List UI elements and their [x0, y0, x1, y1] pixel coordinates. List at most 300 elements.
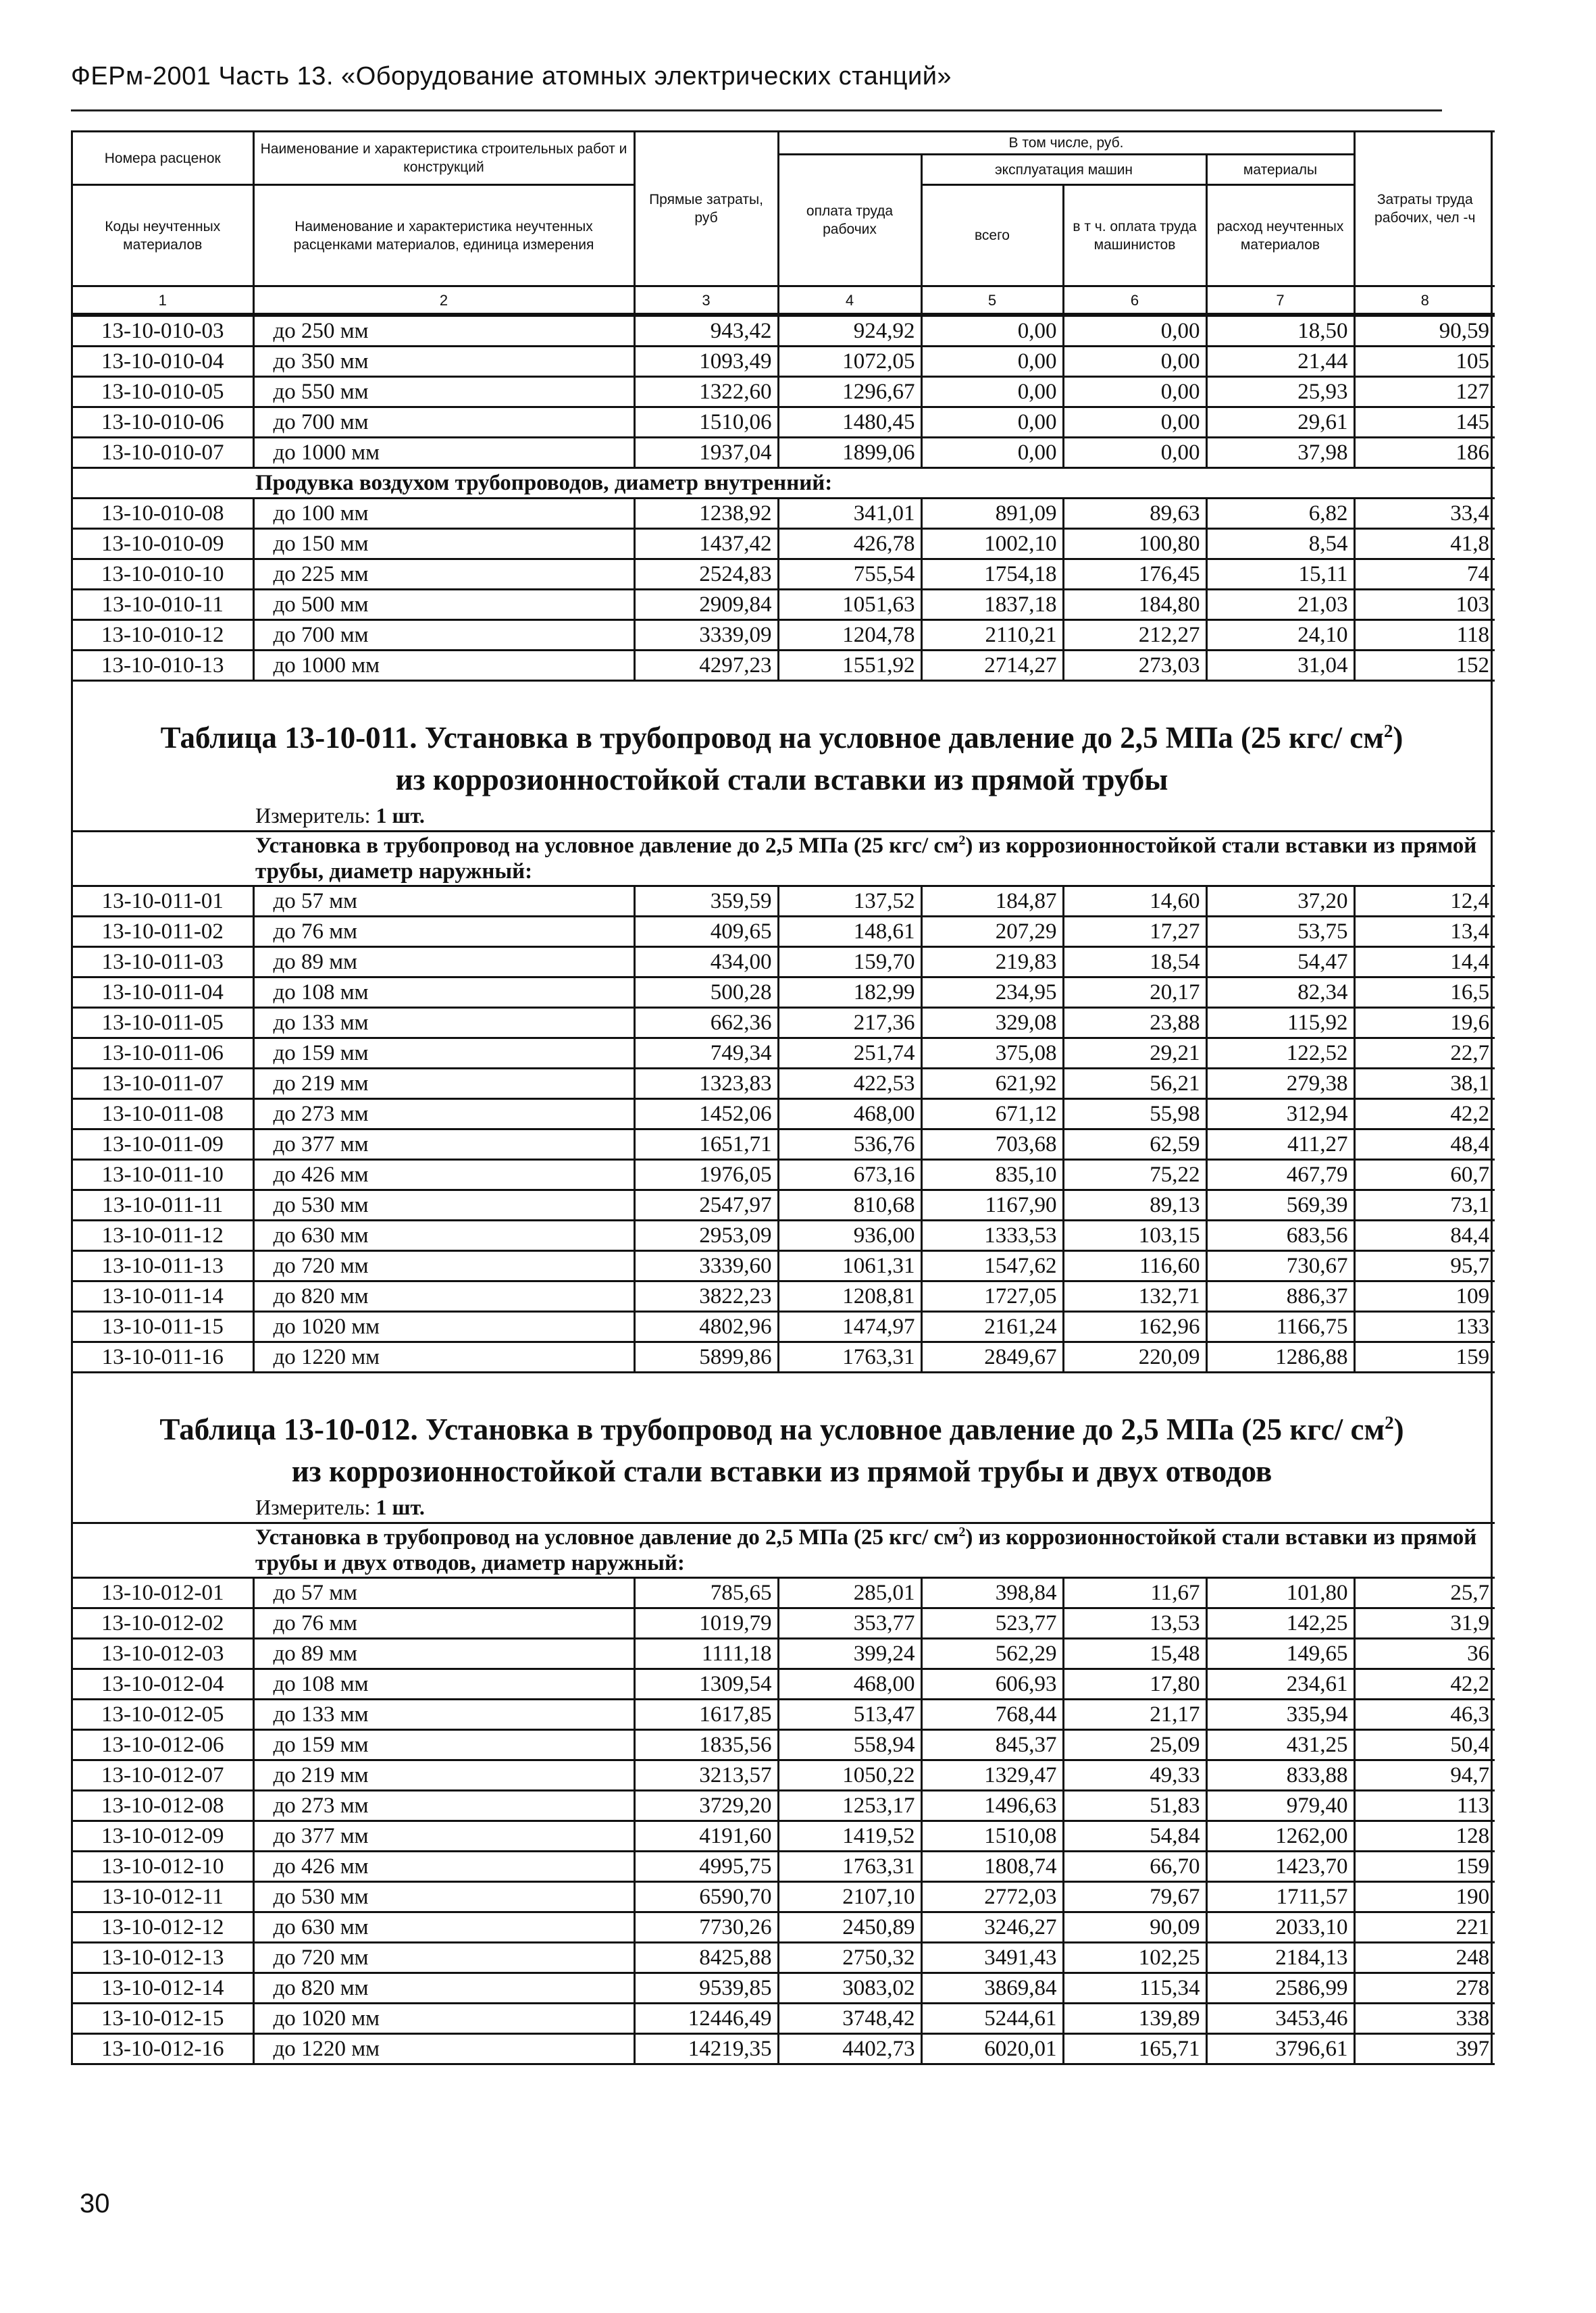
materials-cost: 683,56 — [1206, 1221, 1354, 1251]
table-row — [73, 1639, 1495, 1669]
machinists-pay: 184,80 — [1063, 590, 1206, 620]
table-row — [73, 1973, 1495, 2004]
table-row — [73, 2034, 1495, 2064]
rate-code: 13-10-010-12 — [73, 620, 253, 651]
worker-pay: 399,24 — [778, 1639, 921, 1669]
machinists-pay: 15,48 — [1063, 1639, 1206, 1669]
direct-costs: 749,34 — [634, 1038, 778, 1069]
direct-costs: 7730,26 — [634, 1912, 778, 1943]
machines-total: 0,00 — [921, 347, 1063, 377]
machinists-pay: 62,59 — [1063, 1129, 1206, 1160]
table-row — [73, 2004, 1495, 2034]
machines-total: 6020,01 — [921, 2034, 1063, 2064]
materials-cost: 411,27 — [1206, 1129, 1354, 1160]
machines-total: 234,95 — [921, 977, 1063, 1008]
direct-costs: 359,59 — [634, 886, 778, 917]
section-row — [73, 1523, 1495, 1578]
labor-hours: 190 — [1354, 1882, 1495, 1912]
worker-pay: 558,94 — [778, 1730, 921, 1760]
header-worker-pay: оплата труда рабочих — [778, 155, 921, 286]
rate-code: 13-10-012-07 — [73, 1760, 253, 1791]
rate-code: 13-10-012-03 — [73, 1639, 253, 1669]
work-description: до 108 мм — [253, 1669, 634, 1700]
machines-total: 2161,24 — [921, 1312, 1063, 1342]
direct-costs: 1238,92 — [634, 499, 778, 529]
direct-costs: 434,00 — [634, 947, 778, 977]
worker-pay: 755,54 — [778, 559, 921, 590]
materials-cost: 8,54 — [1206, 529, 1354, 559]
work-description: до 1000 мм — [253, 438, 634, 468]
work-description: до 1020 мм — [253, 1312, 634, 1342]
worker-pay: 468,00 — [778, 1669, 921, 1700]
work-description: до 159 мм — [253, 1038, 634, 1069]
header-work-name: Наименование и характеристика строительных работ и конструкций — [253, 132, 634, 185]
header-machine-operation: эксплуатация машин — [921, 155, 1206, 185]
table-row — [73, 917, 1495, 947]
rate-code: 13-10-010-07 — [73, 438, 253, 468]
work-description: до 720 мм — [253, 1943, 634, 1973]
page-number: 30 — [80, 2189, 110, 2218]
labor-hours: 127 — [1354, 377, 1495, 407]
labor-hours: 94,7 — [1354, 1760, 1495, 1791]
materials-cost: 21,03 — [1206, 590, 1354, 620]
labor-hours: 19,6 — [1354, 1008, 1495, 1038]
machines-total: 1002,10 — [921, 529, 1063, 559]
materials-cost: 1166,75 — [1206, 1312, 1354, 1342]
col-number: 6 — [1063, 286, 1206, 314]
table-row — [73, 1912, 1495, 1943]
machinists-pay: 0,00 — [1063, 316, 1206, 347]
work-description: до 700 мм — [253, 407, 634, 438]
table-row — [73, 1791, 1495, 1821]
rate-code: 13-10-012-10 — [73, 1852, 253, 1882]
machines-total: 1167,90 — [921, 1190, 1063, 1221]
rate-code: 13-10-011-13 — [73, 1251, 253, 1281]
labor-hours: 36 — [1354, 1639, 1495, 1669]
rate-code: 13-10-012-04 — [73, 1669, 253, 1700]
worker-pay: 353,77 — [778, 1608, 921, 1639]
direct-costs: 3339,09 — [634, 620, 778, 651]
worker-pay: 936,00 — [778, 1221, 921, 1251]
header-direct-costs: Прямые затраты, руб — [634, 132, 778, 286]
worker-pay: 1204,78 — [778, 620, 921, 651]
direct-costs: 1019,79 — [634, 1608, 778, 1639]
rate-code: 13-10-010-04 — [73, 347, 253, 377]
rate-code: 13-10-012-16 — [73, 2034, 253, 2064]
direct-costs: 662,36 — [634, 1008, 778, 1038]
machines-total: 1329,47 — [921, 1760, 1063, 1791]
rate-code: 13-10-010-06 — [73, 407, 253, 438]
machinists-pay: 55,98 — [1063, 1099, 1206, 1129]
table-row — [73, 1069, 1495, 1099]
table-row — [73, 1251, 1495, 1281]
machines-total: 562,29 — [921, 1639, 1063, 1669]
work-description: до 133 мм — [253, 1700, 634, 1730]
labor-hours: 105 — [1354, 347, 1495, 377]
worker-pay: 159,70 — [778, 947, 921, 977]
machinists-pay: 17,27 — [1063, 917, 1206, 947]
rate-code: 13-10-012-08 — [73, 1791, 253, 1821]
worker-pay: 513,47 — [778, 1700, 921, 1730]
work-description: до 219 мм — [253, 1760, 634, 1791]
direct-costs: 4995,75 — [634, 1852, 778, 1882]
materials-cost: 149,65 — [1206, 1639, 1354, 1669]
materials-cost: 1711,57 — [1206, 1882, 1354, 1912]
machinists-pay: 176,45 — [1063, 559, 1206, 590]
direct-costs: 1976,05 — [634, 1160, 778, 1190]
work-description: до 820 мм — [253, 1973, 634, 2004]
machinists-pay: 13,53 — [1063, 1608, 1206, 1639]
table-row — [73, 1099, 1495, 1129]
direct-costs: 1651,71 — [634, 1129, 778, 1160]
col-number: 5 — [921, 286, 1063, 314]
rate-code: 13-10-011-12 — [73, 1221, 253, 1251]
materials-cost: 3796,61 — [1206, 2034, 1354, 2064]
machinists-pay: 90,09 — [1063, 1912, 1206, 1943]
worker-pay: 536,76 — [778, 1129, 921, 1160]
direct-costs: 4802,96 — [634, 1312, 778, 1342]
table-row — [73, 499, 1495, 529]
table-row — [73, 947, 1495, 977]
table-row — [73, 1669, 1495, 1700]
work-description: до 820 мм — [253, 1281, 634, 1312]
machines-total: 621,92 — [921, 1069, 1063, 1099]
machines-total: 5244,61 — [921, 2004, 1063, 2034]
machines-total: 1496,63 — [921, 1791, 1063, 1821]
col-number: 1 — [73, 286, 253, 314]
labor-hours: 128 — [1354, 1821, 1495, 1852]
machinists-pay: 49,33 — [1063, 1760, 1206, 1791]
work-description: до 530 мм — [253, 1190, 634, 1221]
direct-costs: 6590,70 — [634, 1882, 778, 1912]
table-row — [73, 1700, 1495, 1730]
labor-hours: 159 — [1354, 1342, 1495, 1373]
materials-cost: 37,20 — [1206, 886, 1354, 917]
rate-code: 13-10-011-06 — [73, 1038, 253, 1069]
rate-code: 13-10-012-14 — [73, 1973, 253, 2004]
machines-total: 375,08 — [921, 1038, 1063, 1069]
materials-cost: 335,94 — [1206, 1700, 1354, 1730]
direct-costs: 3822,23 — [634, 1281, 778, 1312]
direct-costs: 1835,56 — [634, 1730, 778, 1760]
direct-costs: 1452,06 — [634, 1099, 778, 1129]
machines-total: 0,00 — [921, 377, 1063, 407]
materials-cost: 1262,00 — [1206, 1821, 1354, 1852]
worker-pay: 148,61 — [778, 917, 921, 947]
labor-hours: 118 — [1354, 620, 1495, 651]
labor-hours: 278 — [1354, 1973, 1495, 2004]
rate-code: 13-10-012-13 — [73, 1943, 253, 1973]
worker-pay: 1480,45 — [778, 407, 921, 438]
materials-cost: 979,40 — [1206, 1791, 1354, 1821]
worker-pay: 426,78 — [778, 529, 921, 559]
heading-close: ) — [1393, 1413, 1404, 1446]
direct-costs: 3729,20 — [634, 1791, 778, 1821]
rate-code: 13-10-010-10 — [73, 559, 253, 590]
worker-pay: 422,53 — [778, 1069, 921, 1099]
direct-costs: 1323,83 — [634, 1069, 778, 1099]
worker-pay: 3083,02 — [778, 1973, 921, 2004]
labor-hours: 13,4 — [1354, 917, 1495, 947]
worker-pay: 924,92 — [778, 316, 921, 347]
worker-pay: 1050,22 — [778, 1760, 921, 1791]
direct-costs: 2953,09 — [634, 1221, 778, 1251]
machines-total: 1727,05 — [921, 1281, 1063, 1312]
materials-cost: 3453,46 — [1206, 2004, 1354, 2034]
machinists-pay: 162,96 — [1063, 1312, 1206, 1342]
worker-pay: 1051,63 — [778, 590, 921, 620]
machinists-pay: 103,15 — [1063, 1221, 1206, 1251]
machines-total: 219,83 — [921, 947, 1063, 977]
heading-line-1: Таблица 13-10-012. Установка в трубопровод на условное давление до 2,5 МПа (25 кгс/ см — [159, 1413, 1385, 1446]
table-row — [73, 1342, 1495, 1373]
work-description: до 57 мм — [253, 1578, 634, 1608]
rate-code: 13-10-011-15 — [73, 1312, 253, 1342]
direct-costs: 2909,84 — [634, 590, 778, 620]
materials-cost: 37,98 — [1206, 438, 1354, 468]
labor-hours: 95,7 — [1354, 1251, 1495, 1281]
materials-cost: 31,04 — [1206, 651, 1354, 681]
materials-cost: 569,39 — [1206, 1190, 1354, 1221]
direct-costs: 4297,23 — [634, 651, 778, 681]
direct-costs: 14219,35 — [634, 2034, 778, 2064]
rate-code: 13-10-012-09 — [73, 1821, 253, 1852]
machines-total: 2714,27 — [921, 651, 1063, 681]
superscript: 2 — [1383, 721, 1393, 741]
section-text: ) из коррозионностойкой стали вставки из прямой трубы, диаметр наружный: — [255, 834, 1477, 884]
measure-label: Измеритель: — [255, 1495, 371, 1519]
machines-total: 1837,18 — [921, 590, 1063, 620]
work-description: до 108 мм — [253, 977, 634, 1008]
rate-code: 13-10-012-06 — [73, 1730, 253, 1760]
work-description: до 426 мм — [253, 1160, 634, 1190]
machinists-pay: 165,71 — [1063, 2034, 1206, 2064]
work-description: до 159 мм — [253, 1730, 634, 1760]
worker-pay: 2750,32 — [778, 1943, 921, 1973]
table-13-10-012 — [73, 1522, 1495, 2065]
header-material-name: Наименование и характеристика неучтенных расценками материалов, единица измерения — [253, 185, 634, 286]
machinists-pay: 220,09 — [1063, 1342, 1206, 1373]
worker-pay: 1551,92 — [778, 651, 921, 681]
machinists-pay: 0,00 — [1063, 377, 1206, 407]
col-number: 3 — [634, 286, 778, 314]
machines-total: 671,12 — [921, 1099, 1063, 1129]
machinists-pay: 115,34 — [1063, 1973, 1206, 2004]
work-description: до 1220 мм — [253, 1342, 634, 1373]
worker-pay: 1419,52 — [778, 1821, 921, 1852]
header-rate-numbers: Номера расценок — [73, 132, 253, 185]
direct-costs: 1437,42 — [634, 529, 778, 559]
direct-costs: 1309,54 — [634, 1669, 778, 1700]
table-row — [73, 377, 1495, 407]
machinists-pay: 20,17 — [1063, 977, 1206, 1008]
materials-cost: 53,75 — [1206, 917, 1354, 947]
machinists-pay: 0,00 — [1063, 438, 1206, 468]
rate-code: 13-10-011-11 — [73, 1190, 253, 1221]
materials-cost: 115,92 — [1206, 1008, 1354, 1038]
direct-costs: 1510,06 — [634, 407, 778, 438]
materials-cost: 467,79 — [1206, 1160, 1354, 1190]
worker-pay: 3748,42 — [778, 2004, 921, 2034]
work-description: до 426 мм — [253, 1852, 634, 1882]
machines-total: 3869,84 — [921, 1973, 1063, 2004]
table-row — [73, 1160, 1495, 1190]
rate-code: 13-10-010-11 — [73, 590, 253, 620]
materials-cost: 1286,88 — [1206, 1342, 1354, 1373]
table-row — [73, 1190, 1495, 1221]
machinists-pay: 14,60 — [1063, 886, 1206, 917]
labor-hours: 397 — [1354, 2034, 1495, 2064]
worker-pay: 341,01 — [778, 499, 921, 529]
machinists-pay: 23,88 — [1063, 1008, 1206, 1038]
table-row — [73, 1821, 1495, 1852]
machinists-pay: 116,60 — [1063, 1251, 1206, 1281]
work-description: до 350 мм — [253, 347, 634, 377]
labor-hours: 50,4 — [1354, 1730, 1495, 1760]
work-description: до 530 мм — [253, 1882, 634, 1912]
col-number: 7 — [1206, 286, 1354, 314]
labor-hours: 22,7 — [1354, 1038, 1495, 1069]
header-machines-total: всего — [921, 185, 1063, 286]
heading-line-2: из коррозионностойкой стали вставки из прямой трубы и двух отводов — [291, 1454, 1272, 1488]
machines-total: 207,29 — [921, 917, 1063, 947]
header-material-consumption: расход неучтенных материалов — [1206, 185, 1354, 286]
worker-pay: 1253,17 — [778, 1791, 921, 1821]
direct-costs: 943,42 — [634, 316, 778, 347]
table-row — [73, 1129, 1495, 1160]
machinists-pay: 75,22 — [1063, 1160, 1206, 1190]
worker-pay: 137,52 — [778, 886, 921, 917]
rate-code: 13-10-012-12 — [73, 1912, 253, 1943]
labor-hours: 145 — [1354, 407, 1495, 438]
worker-pay: 1061,31 — [778, 1251, 921, 1281]
superscript: 2 — [958, 833, 966, 848]
materials-cost: 431,25 — [1206, 1730, 1354, 1760]
worker-pay: 217,36 — [778, 1008, 921, 1038]
superscript: 2 — [1385, 1413, 1394, 1433]
work-description: до 57 мм — [253, 886, 634, 917]
machines-total: 0,00 — [921, 316, 1063, 347]
worker-pay: 1474,97 — [778, 1312, 921, 1342]
rate-code: 13-10-011-03 — [73, 947, 253, 977]
labor-hours: 152 — [1354, 651, 1495, 681]
work-description: до 133 мм — [253, 1008, 634, 1038]
work-description: до 76 мм — [253, 917, 634, 947]
machinists-pay: 139,89 — [1063, 2004, 1206, 2034]
materials-cost: 82,34 — [1206, 977, 1354, 1008]
table-row — [73, 1281, 1495, 1312]
section-text: Установка в трубопровод на условное давление до 2,5 МПа (25 кгс/ см — [255, 834, 959, 858]
machinists-pay: 102,25 — [1063, 1943, 1206, 1973]
labor-hours: 48,4 — [1354, 1129, 1495, 1160]
table-row — [73, 590, 1495, 620]
worker-pay: 468,00 — [778, 1099, 921, 1129]
machines-total: 523,77 — [921, 1608, 1063, 1639]
labor-hours: 46,3 — [1354, 1700, 1495, 1730]
materials-cost: 833,88 — [1206, 1760, 1354, 1791]
materials-cost: 312,94 — [1206, 1099, 1354, 1129]
labor-hours: 74 — [1354, 559, 1495, 590]
header-including: В том числе, руб. — [778, 132, 1354, 155]
rate-code: 13-10-011-09 — [73, 1129, 253, 1160]
measure-value: 1 шт. — [376, 1495, 425, 1519]
machines-total: 329,08 — [921, 1008, 1063, 1038]
work-description: до 700 мм — [253, 620, 634, 651]
labor-hours: 90,59 — [1354, 316, 1495, 347]
labor-hours: 84,4 — [1354, 1221, 1495, 1251]
rate-code: 13-10-011-08 — [73, 1099, 253, 1129]
work-description: до 550 мм — [253, 377, 634, 407]
table-row — [73, 620, 1495, 651]
machines-total: 2110,21 — [921, 620, 1063, 651]
machines-total: 835,10 — [921, 1160, 1063, 1190]
machines-total: 1754,18 — [921, 559, 1063, 590]
heading-line-1: Таблица 13-10-011. Установка в трубопровод на условное давление до 2,5 МПа (25 кгс/ см — [160, 721, 1384, 755]
header-rule — [71, 109, 1442, 111]
spacer — [73, 1373, 1491, 1402]
work-description: до 150 мм — [253, 529, 634, 559]
section-row — [73, 468, 1495, 499]
header-machinists-pay: в т ч. оплата труда машинистов — [1063, 185, 1206, 286]
machinists-pay: 100,80 — [1063, 529, 1206, 559]
machinists-pay: 51,83 — [1063, 1791, 1206, 1821]
work-description: до 377 мм — [253, 1129, 634, 1160]
labor-hours: 103 — [1354, 590, 1495, 620]
table-row — [73, 1038, 1495, 1069]
labor-hours: 42,2 — [1354, 1099, 1495, 1129]
rate-code: 13-10-012-15 — [73, 2004, 253, 2034]
superscript: 2 — [958, 1525, 966, 1540]
labor-hours: 186 — [1354, 438, 1495, 468]
labor-hours: 109 — [1354, 1281, 1495, 1312]
direct-costs: 2524,83 — [634, 559, 778, 590]
direct-costs: 2547,97 — [634, 1190, 778, 1221]
materials-cost: 886,37 — [1206, 1281, 1354, 1312]
measure-value: 1 шт. — [376, 803, 425, 828]
labor-hours: 133 — [1354, 1312, 1495, 1342]
machinists-pay: 11,67 — [1063, 1578, 1206, 1608]
machines-total: 3246,27 — [921, 1912, 1063, 1943]
header-material-codes: Коды неучтенных материалов — [73, 185, 253, 286]
worker-pay: 1296,67 — [778, 377, 921, 407]
machinists-pay: 17,80 — [1063, 1669, 1206, 1700]
machinists-pay: 56,21 — [1063, 1069, 1206, 1099]
table-row — [73, 1760, 1495, 1791]
spacer — [73, 682, 1491, 710]
machines-total: 891,09 — [921, 499, 1063, 529]
materials-cost: 6,82 — [1206, 499, 1354, 529]
worker-pay: 1208,81 — [778, 1281, 921, 1312]
rate-code: 13-10-010-03 — [73, 316, 253, 347]
work-description: до 100 мм — [253, 499, 634, 529]
section-text: Установка в трубопровод на условное давление до 2,5 МПа (25 кгс/ см — [255, 1525, 959, 1550]
rate-code: 13-10-011-14 — [73, 1281, 253, 1312]
labor-hours: 16,5 — [1354, 977, 1495, 1008]
work-description: до 1220 мм — [253, 2034, 634, 2064]
materials-cost: 234,61 — [1206, 1669, 1354, 1700]
table-row — [73, 438, 1495, 468]
table-row — [73, 347, 1495, 377]
work-description: до 219 мм — [253, 1069, 634, 1099]
direct-costs: 5899,86 — [634, 1342, 778, 1373]
materials-cost: 29,61 — [1206, 407, 1354, 438]
header-labor-cost: Затраты труда рабочих, чел -ч — [1354, 132, 1495, 286]
machines-total: 0,00 — [921, 438, 1063, 468]
worker-pay: 1899,06 — [778, 438, 921, 468]
direct-costs: 8425,88 — [634, 1943, 778, 1973]
machinists-pay: 89,63 — [1063, 499, 1206, 529]
work-description: до 225 мм — [253, 559, 634, 590]
